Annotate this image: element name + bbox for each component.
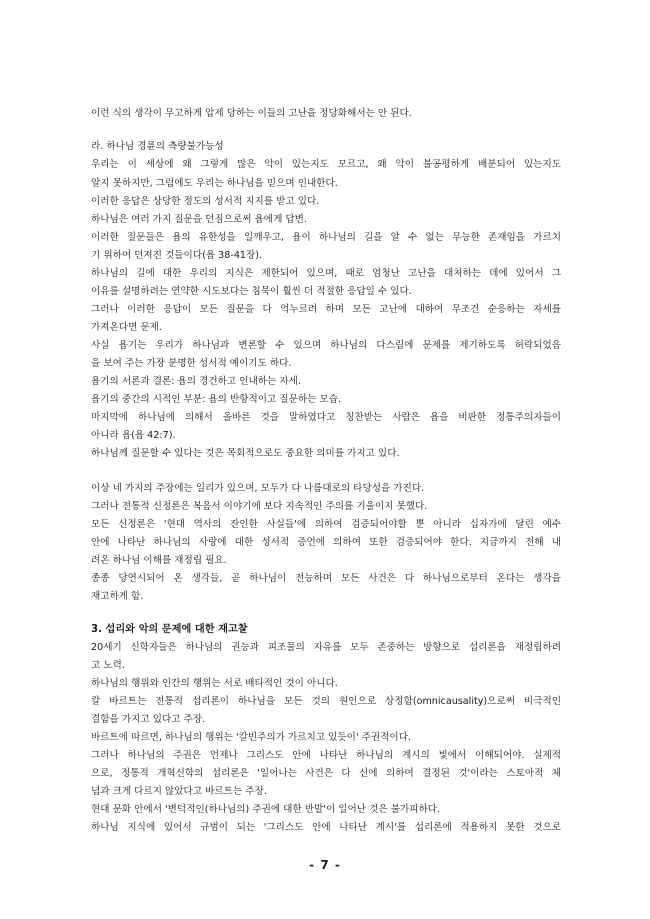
page-number: - 7 - — [309, 858, 341, 872]
body-line: 20세기 신학자들은 하나님의 권능과 피조물의 자유를 모두 존중하는 방향으로 섭리론을 재정립하려 — [91, 642, 561, 653]
summary-line: 종종 당연시되어 온 생각들, 곧 하나님이 전능하며 모든 사건은 다 하나님으로부터 온다는 생각을 — [91, 573, 561, 584]
summary-line: 재고하게 함. — [91, 591, 144, 602]
body-line: 칼 바르트는 전통적 섭리론이 하나님을 모든 것의 원인으로 상정함(omnicausality)으로써 비극적인 — [91, 696, 561, 707]
body-line: 이러한 응답은 상당한 정도의 성서적 지지를 받고 있다. — [91, 196, 320, 207]
body-line: 바르트에 따르면, 하나님의 행위는 '칼빈주의가 가르치고 있듯이' 주권적이다. — [91, 732, 412, 743]
section-3-heading: 3. 섭리와 악의 문제에 대한 재고찰 — [91, 624, 248, 635]
body-line: 사실 욥기는 우리가 하나님과 변론할 수 있으며 하나님의 다스림에 문제를 제기하도록 허락되었음 — [91, 340, 561, 351]
summary-line: 이상 네 가지의 주장에는 일리가 있으며, 모두가 다 나름대로의 타당성을 가진다. — [91, 483, 425, 494]
body-line: 현대 문화 안에서 '변덕적인(하나님의) 주권에 대한 반발'이 일어난 것은 불가피하다. — [91, 804, 441, 815]
body-line: 이러한 질문들은 욥의 유한성을 일깨우고, 욥이 하나님의 길을 알 수 없는 무능한 존재임을 가르치 — [91, 232, 561, 243]
body-line: 하나님께 질문할 수 있다는 것은 목회적으로도 중요한 의미를 가지고 있다. — [91, 448, 400, 459]
body-line: 고 노력. — [91, 660, 125, 671]
body-line: 하나님 지식에 있어서 규범이 되는 '그리스도 안에 나타난 계시'를 섭리론에 적용하지 못한 것으로 — [91, 822, 561, 833]
body-line: 알지 못하지만, 그럼에도 우리는 하나님을 믿으며 인내한다. — [91, 178, 338, 189]
body-line: 하나님의 길에 대한 우리의 지식은 제한되어 있으며, 때로 엄청난 고난을 대처하는 데에 있어서 그 — [91, 268, 561, 279]
summary-line: 안에 나타난 하나님의 사랑에 대한 성서적 증언에 의하여 또한 검증되어야 한다. 지금까지 전해 내 — [91, 537, 561, 548]
body-line: 으로, 정통적 개혁신학의 섭리론은 '일어나는 사건은 다 신에 의하여 결정된 것'이라는 스토아적 체 — [91, 768, 561, 779]
body-line: 그러나 이러한 응답이 모든 질문을 다 억누르려 하며 모든 고난에 대하여 무조건 순응하는 자세를 — [91, 304, 561, 315]
body-line: 아니라 욥(욥 42:7). — [91, 430, 176, 441]
body-line: 하나님의 행위와 인간의 행위는 서로 배타적인 것이 아니다. — [91, 678, 338, 689]
body-line: 념과 크게 다르지 않았다고 바르트는 주장. — [91, 786, 267, 797]
body-line: 기 위하여 던져진 것들이다(욥 38-41장). — [91, 250, 263, 261]
body-line: 을 보여 주는 가장 분명한 성서적 예이기도 하다. — [91, 358, 292, 369]
body-line: 욥기의 중간의 시적인 부분: 욥의 반항적이고 질문하는 모습. — [91, 394, 342, 405]
body-line: 마지막에 하나님에 의해서 올바른 것을 말하였다고 칭찬받는 사람은 욥을 비판한 정통주의자들이 — [91, 412, 561, 423]
summary-line: 모든 신정론은 '현대 역사의 잔인한 사실들'에 의하여 검증되어야할 뿐 아니라 십자가에 달린 예수 — [91, 519, 561, 530]
section-ra-heading: 라. 하나님 경륜의 측량불가능성 — [91, 141, 224, 152]
body-line: 우리는 이 세상에 왜 그렇게 많은 악이 있는지도 모르고, 왜 악이 불공평하게 배분되어 있는지도 — [91, 159, 561, 170]
body-line: 하나님은 여러 가지 질문을 던짐으로써 욥에게 답변. — [91, 214, 307, 225]
body-line: 결함을 가지고 있다고 주장. — [91, 714, 206, 725]
body-line: 그러나 하나님의 주권은 언제나 그리스도 안에 나타난 하나님의 계시의 빛에서 이해되어야. 실제적 — [91, 750, 561, 761]
summary-line: 그러나 전통적 신정론은 복음서 이야기에 보다 지속적인 주의를 기울이지 못했다. — [91, 501, 428, 512]
body-line: 가져온다면 문제. — [91, 322, 162, 333]
body-line: 욥기의 서론과 결론: 욥의 경건하고 인내하는 자세. — [91, 376, 301, 387]
intro-line: 이런 식의 생각이 무고하게 압제 당하는 이들의 고난을 정당화해서는 안 된다. — [91, 108, 412, 119]
body-line: 이유를 설명하려는 연약한 시도보다는 침묵이 훨씬 더 적절한 응답일 수 있다. — [91, 286, 412, 297]
summary-line: 려온 하나님 이해를 재정립 필요. — [91, 555, 227, 566]
